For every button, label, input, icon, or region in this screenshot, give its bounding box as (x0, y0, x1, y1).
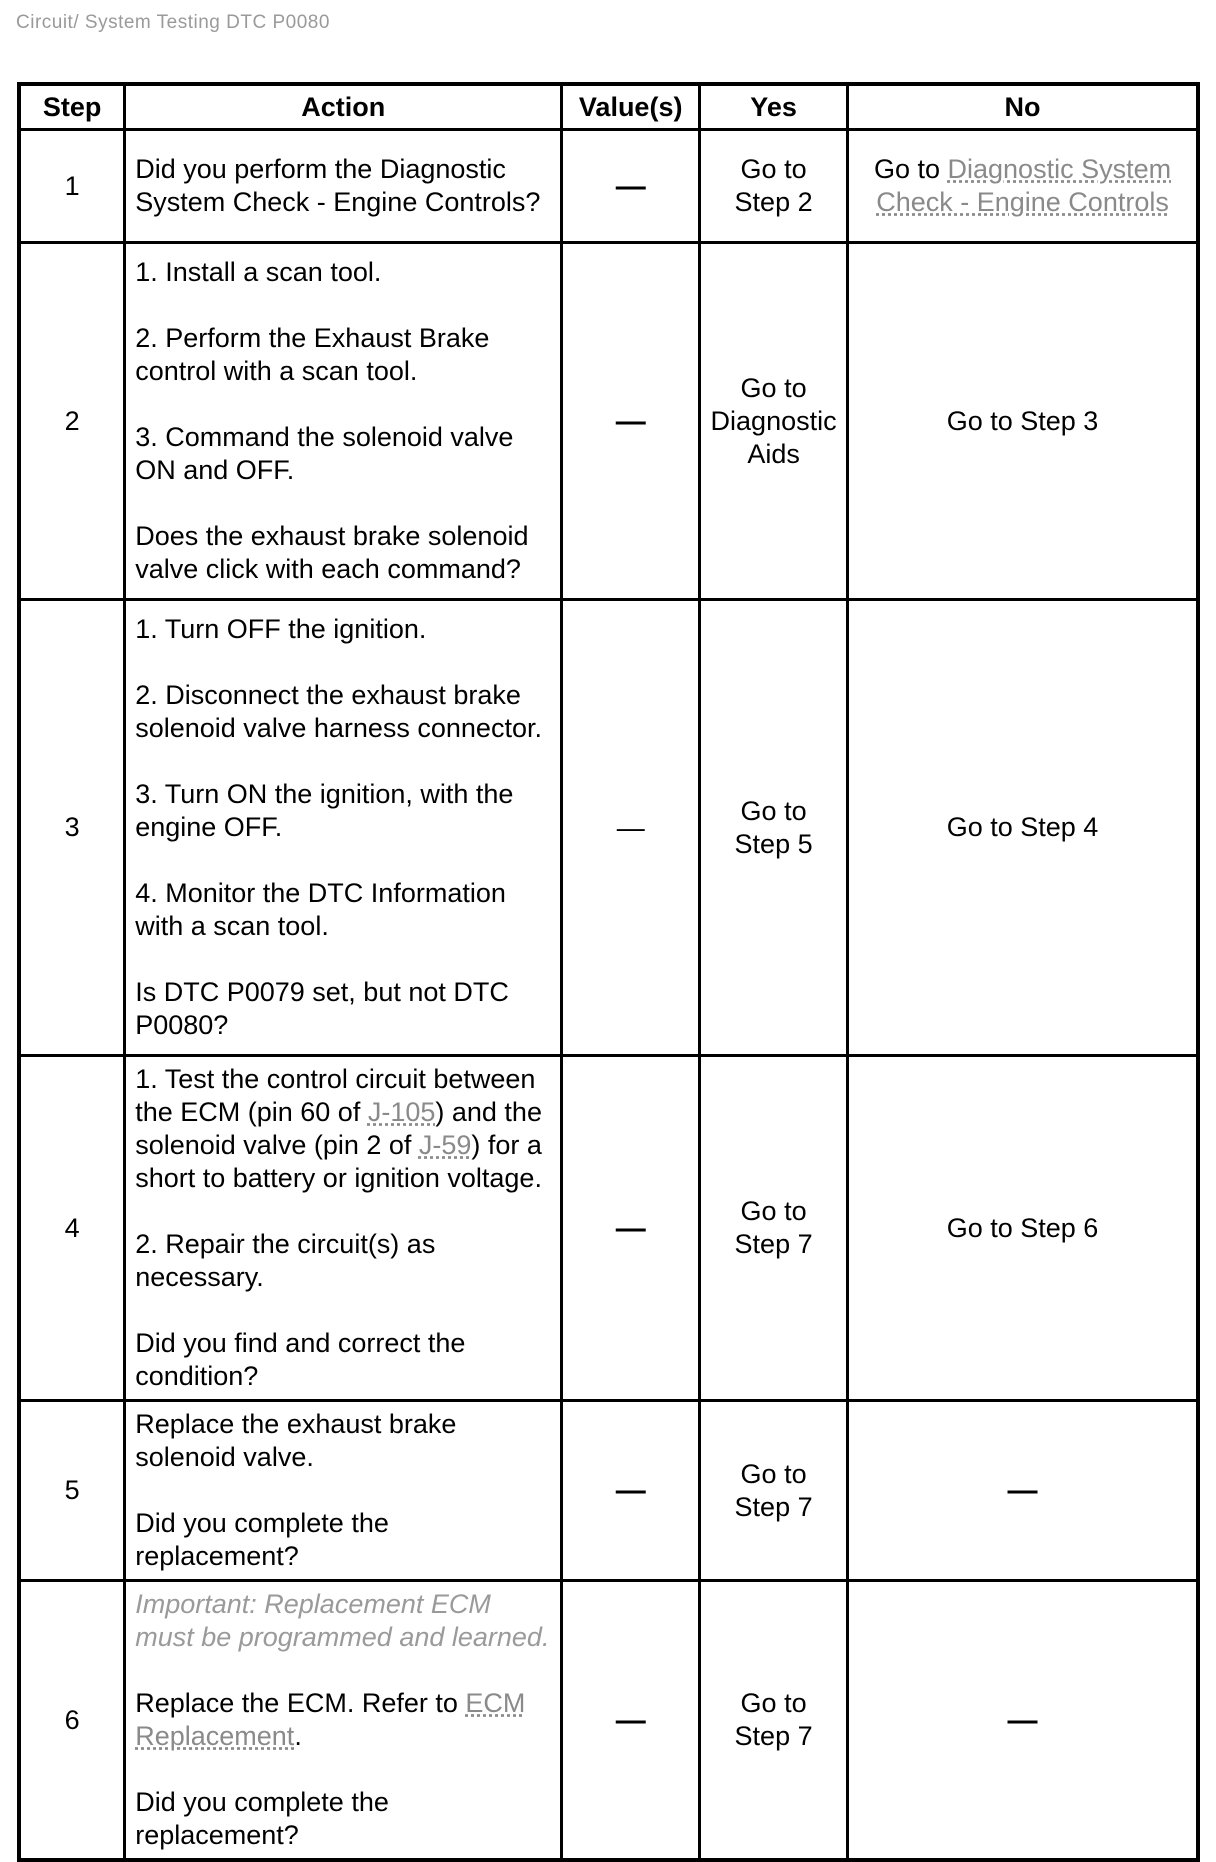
step-number: 2 (19, 243, 125, 600)
action-text-part: Replace the ECM. Refer to (135, 1688, 466, 1718)
yes-cell: Go to Step 7 (700, 1401, 848, 1581)
table-row (19, 1581, 1198, 1861)
header-no: No (848, 84, 1198, 130)
step-number: 6 (19, 1581, 125, 1861)
step-number: 4 (19, 1056, 125, 1401)
header-action: Action (125, 84, 562, 130)
important-note: Important: Replacement ECM must be programmed and learned. (135, 1589, 550, 1652)
action-text: Did you complete the replacement? (135, 1508, 389, 1571)
action-text: 4. Monitor the DTC Information with a scan tool. (135, 878, 506, 941)
action-text-part: 1. Test the control circuit between the ECM (pin 60 of (135, 1064, 536, 1127)
no-cell: Go to Step 6 (848, 1056, 1198, 1401)
header-values: Value(s) (562, 84, 700, 130)
action-cell (125, 1056, 562, 1401)
no-cell: Go to Step 3 (848, 243, 1198, 600)
action-text-part: ) for a short to battery or ignition voltage. (135, 1130, 542, 1193)
value-cell: — (562, 243, 700, 600)
action-text: 2. Disconnect the exhaust brake solenoid valve harness connector. (135, 680, 542, 743)
header-step: Step (19, 84, 125, 130)
action-text (135, 1063, 552, 1195)
yes-cell: Go to Step 7 (700, 1056, 848, 1401)
action-text: Did you complete the replacement? (135, 1787, 389, 1850)
step-number: 1 (19, 130, 125, 243)
action-text-part: ) and the solenoid valve (pin 2 of (135, 1097, 542, 1160)
action-cell (125, 600, 562, 1056)
value-cell: — (562, 600, 700, 1056)
no-cell: Go to Step 4 (848, 600, 1198, 1056)
yes-cell: Go to Step 7 (700, 1581, 848, 1861)
action-text: Did you perform the Diagnostic System Check - Engine Controls? (135, 154, 541, 217)
yes-cell: Go to Step 2 (700, 130, 848, 243)
diagnostic-system-check-link[interactable]: Diagnostic System Check - Engine Controls (876, 154, 1172, 217)
table-row (19, 130, 1198, 243)
action-text: 1. Install a scan tool. (135, 257, 382, 287)
no-cell: — (848, 1401, 1198, 1581)
table-row (19, 600, 1198, 1056)
value-cell: — (562, 130, 700, 243)
action-text: Did you find and correct the condition? (135, 1328, 466, 1391)
table-row (19, 1401, 1198, 1581)
action-text: Does the exhaust brake solenoid valve click with each command? (135, 521, 529, 584)
step-number: 5 (19, 1401, 125, 1581)
diagnostic-table (17, 82, 1200, 1862)
step-number: 3 (19, 600, 125, 1056)
action-cell (125, 1401, 562, 1581)
action-text: 2. Perform the Exhaust Brake control with a scan tool. (135, 323, 490, 386)
value-cell: — (562, 1581, 700, 1861)
no-cell: — (848, 1581, 1198, 1861)
value-cell: — (562, 1401, 700, 1581)
yes-cell: Go to Diagnostic Aids (700, 243, 848, 600)
action-text: 3. Command the solenoid valve ON and OFF. (135, 422, 514, 485)
action-text: 2. Repair the circuit(s) as necessary. (135, 1229, 436, 1292)
value-cell: — (562, 1056, 700, 1401)
action-text: Is DTC P0079 set, but not DTC P0080? (135, 977, 509, 1040)
yes-cell: Go to Step 5 (700, 600, 848, 1056)
action-cell (125, 130, 562, 243)
table-row (19, 1056, 1198, 1401)
action-text-part: . (294, 1721, 302, 1751)
table-row (19, 243, 1198, 600)
header-yes: Yes (700, 84, 848, 130)
action-text: 1. Turn OFF the ignition. (135, 614, 427, 644)
connector-j105-link[interactable]: J-105 (367, 1097, 436, 1127)
action-text: 3. Turn ON the ignition, with the engine OFF. (135, 779, 514, 842)
action-cell (125, 243, 562, 600)
no-cell (848, 130, 1198, 243)
connector-j59-link[interactable]: J-59 (418, 1130, 472, 1160)
action-text (135, 1687, 552, 1753)
table-header-row (19, 84, 1198, 130)
page-title: Circuit/ System Testing DTC P0080 (16, 12, 330, 33)
action-text: Replace the exhaust brake solenoid valve. (135, 1409, 457, 1472)
ecm-replacement-link[interactable]: ECM Replacement (135, 1688, 526, 1751)
action-cell (125, 1581, 562, 1861)
no-prefix: Go to (873, 154, 940, 184)
